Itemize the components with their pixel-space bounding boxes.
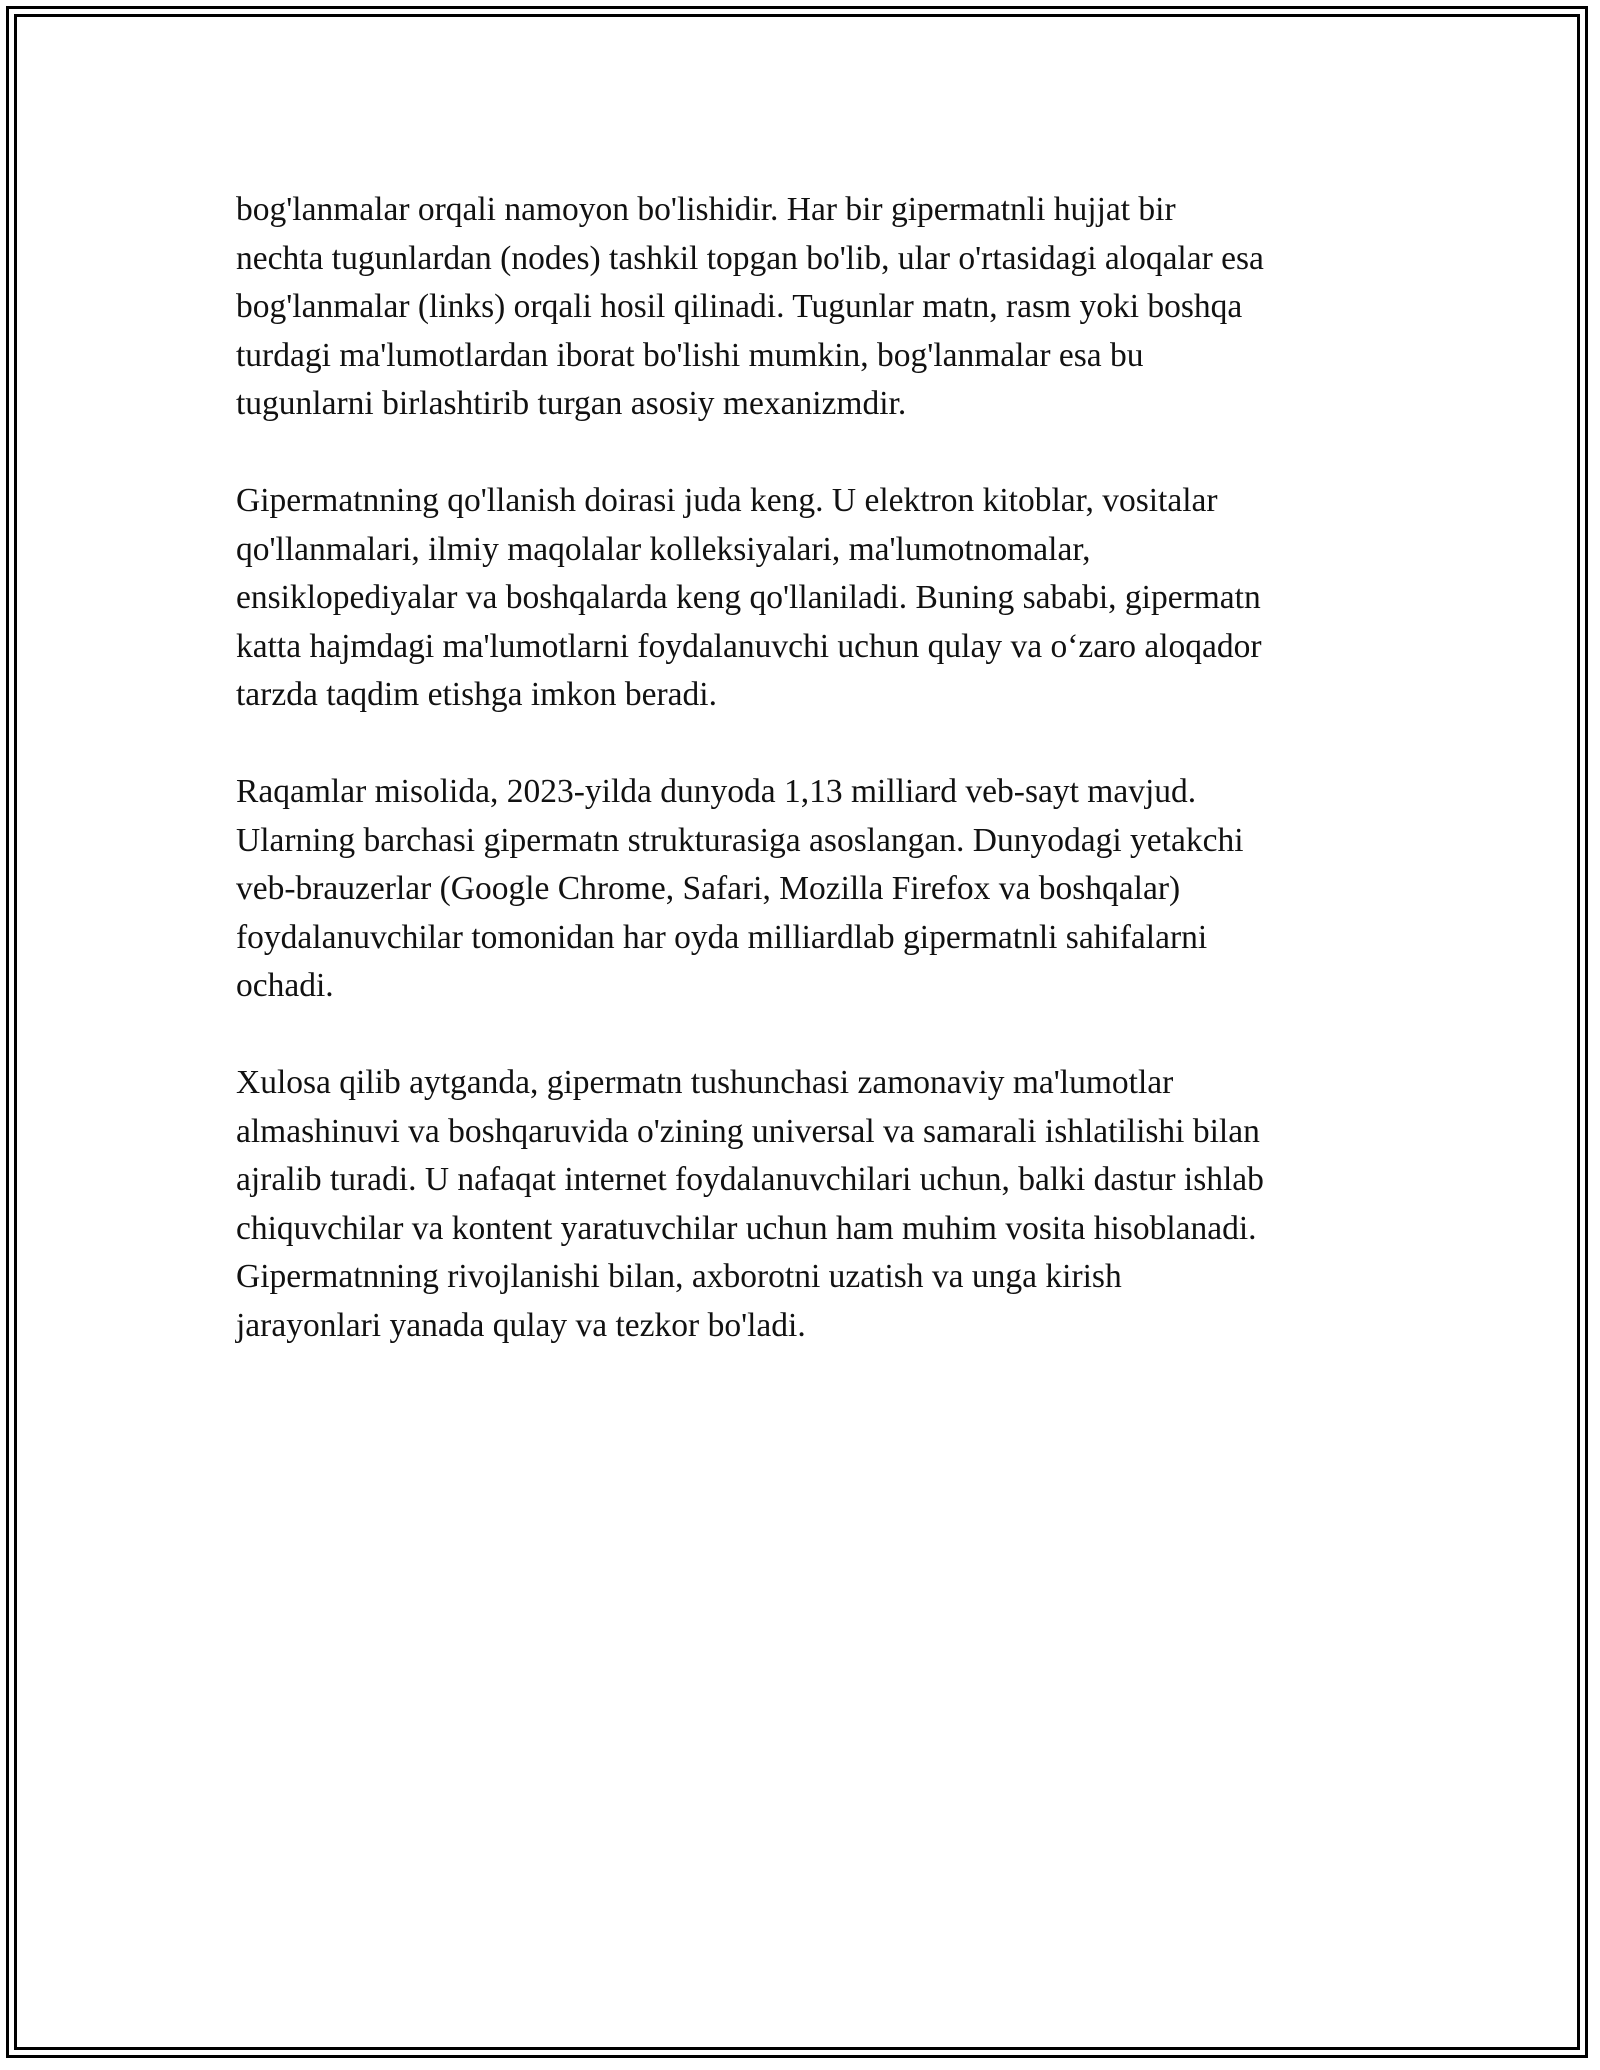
paragraph-statistics: Raqamlar misolida, 2023-yilda dunyoda 1,13 milliard veb-sayt mavjud. Ularning barchasi gipermatn strukturasiga asoslangan. Dunyodagi yetakchi veb-brauzerlar (Google Chrome, Safari, Mozilla Firefox va boshqalar) foydalanuvchilar tomonidan har oyda milliardlab gipermatnli sahifalarni ochadi. <box>236 773 1244 1004</box>
document-body <box>236 186 1366 1399</box>
paragraph-usage-scope: Gipermatnning qo'llanish doirasi juda keng. U elektron kitoblar, vositalar qo'llanmalari, ilmiy maqolalar kolleksiyalari, ma'lumotnomalar, ensiklopediyalar va boshqalarda keng qo'llaniladi. Buning sababi, gipermatn katta hajmdagi ma'lumotlarni foydalanuvchi uchun qulay va o‘zaro aloqador tarzda taqdim etishga imkon beradi. <box>236 482 1262 713</box>
paragraph-conclusion: Xulosa qilib aytganda, gipermatn tushunchasi zamonaviy ma'lumotlar almashinuvi va boshqaruvida o'zining universal va samarali ishlatilishi bilan ajralib turadi. U nafaqat internet foydalanuvchilari uchun, balki dastur ishlab chiquvchilar va kontent yaratuvchilar uchun ham muhim vosita hisoblanadi. Gipermatnning rivojlanishi bilan, axborotni uzatish va unga kirish jarayonlari yanada qulay va tezkor bo'ladi. <box>236 1064 1264 1344</box>
paragraph-links-definition: bog'lanmalar orqali namoyon bo'lishidir. Har bir gipermatnli hujjat bir nechta tugunlardan (nodes) tashkil topgan bo'lib, ular o'rtasidagi aloqalar esa bog'lanmalar (links) orqali hosil qilinadi. Tugunlar matn, rasm yoki boshqa turdagi ma'lumotlardan iborat bo'lishi mumkin, bog'lanmalar esa bu tugunlarni birlashtirib turgan asosiy mexanizmdir. <box>236 191 1264 422</box>
